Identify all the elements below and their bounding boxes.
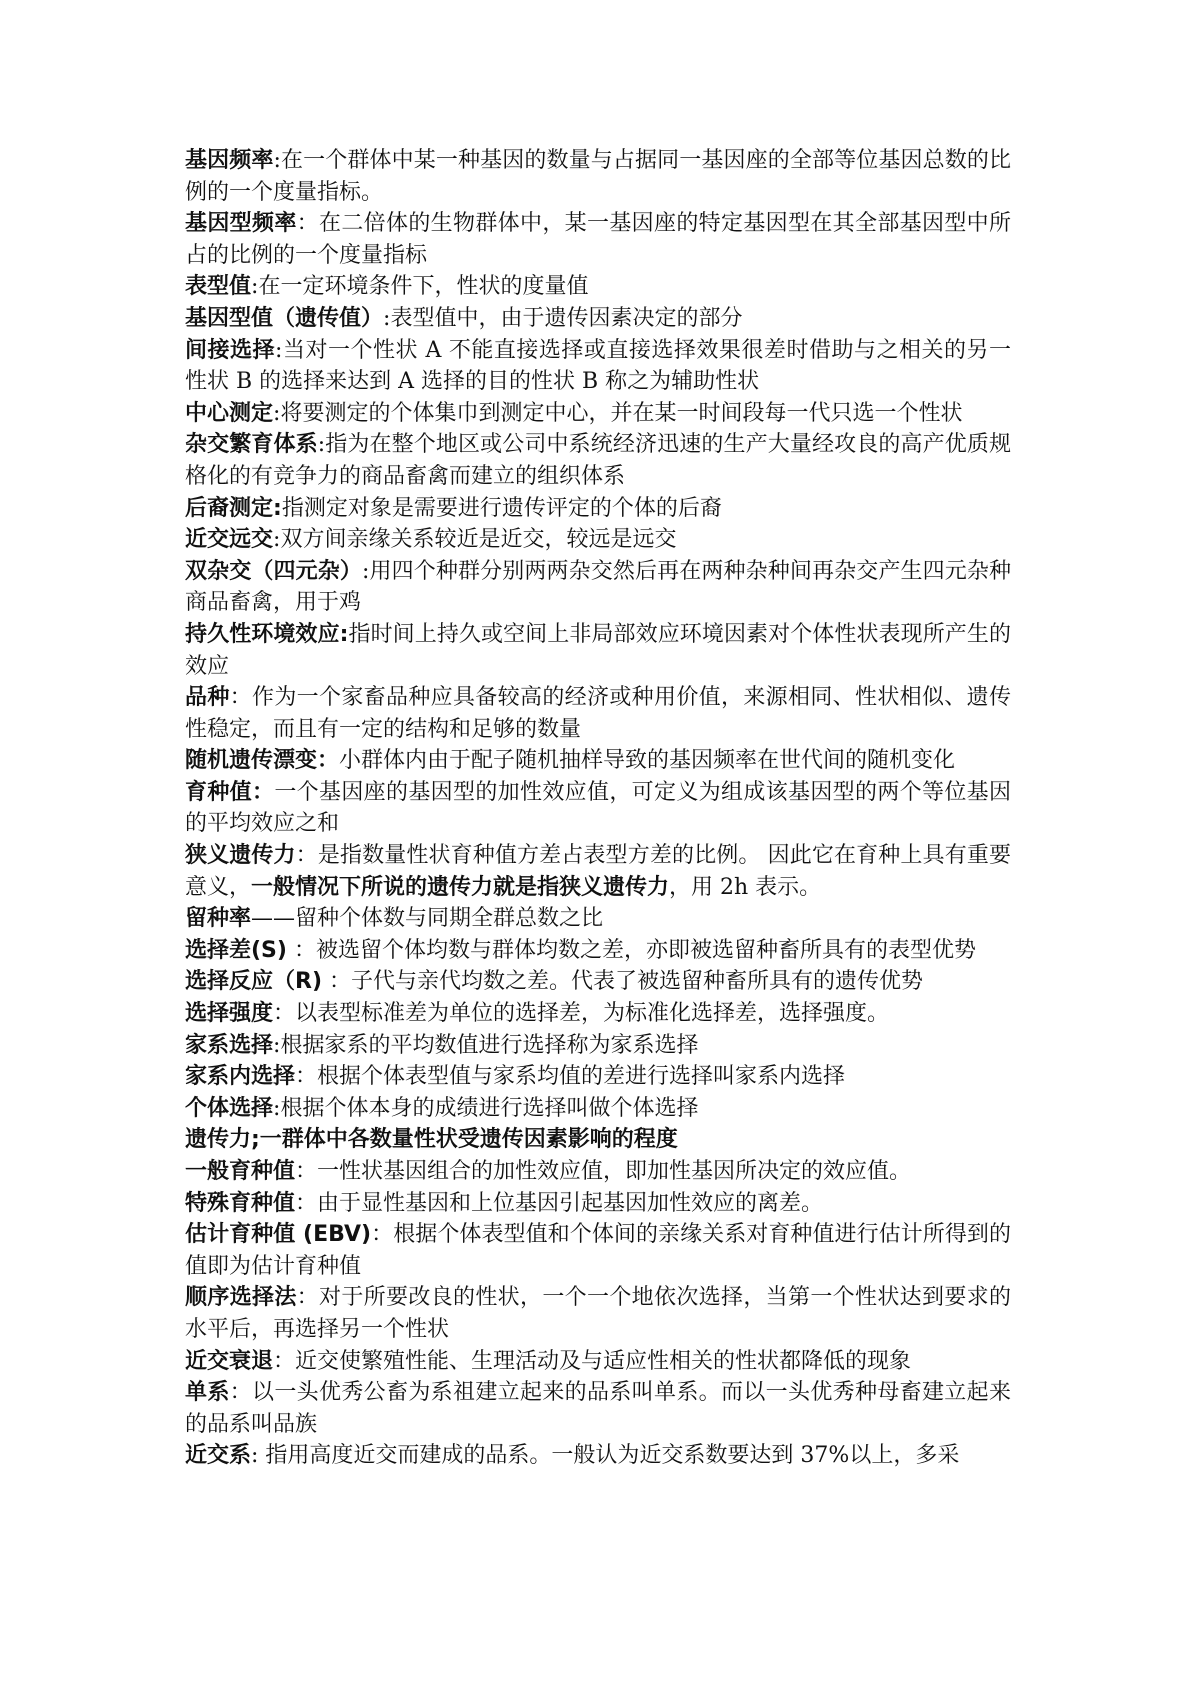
term: 特殊育种值 bbox=[185, 1190, 296, 1216]
term: 近交衰退 bbox=[185, 1348, 274, 1374]
glossary-entry: 选择差(S) ：被选留个体均数与群体均数之差，亦即被选留种畜所具有的表型优势 bbox=[185, 937, 976, 963]
definition: 作为一个家畜品种应具备较高的经济或种用价值，来源相同、性状相似、遗传性稳定，而且有一定的结构和足够的数量 bbox=[185, 685, 1011, 742]
term: 随机遗传漂变： bbox=[185, 748, 340, 774]
definition: 子代与亲代均数之差。代表了被选留种畜所具有的遗传优势 bbox=[351, 969, 924, 995]
term: 顺序选择法 bbox=[185, 1285, 297, 1311]
term: 品种 bbox=[185, 685, 230, 711]
glossary-entry: 基因频率:在一个群体中某一种基因的数量与占据同一基因座的全部等位基因总数的比例的一个度量指标。 bbox=[185, 148, 1011, 205]
glossary-entry: 一般育种值：一性状基因组合的加性效应值，即加性基因所决定的效应值。 bbox=[185, 1159, 912, 1184]
definition: ——留种个体数与同期全群总数之比 bbox=[251, 906, 604, 932]
term: 基因频率 bbox=[185, 148, 274, 173]
glossary-entry: 中心测定:将要测定的个体集巾到测定中心，并在某一时间段每一代只选一个性状 bbox=[185, 400, 963, 426]
glossary-entry: 个体选择:根据个体本身的成绩进行选择叫做个体选择 bbox=[185, 1095, 699, 1121]
definition: 根据个体表型值和个体间的亲缘关系对育种值进行估计所得到的值即为估计育种值 bbox=[185, 1222, 1011, 1279]
glossary-entry bbox=[185, 1124, 1011, 1156]
term: 双杂交（四元杂） bbox=[185, 558, 362, 584]
term: 家系选择 bbox=[185, 1032, 274, 1058]
glossary-entry bbox=[185, 777, 1011, 840]
glossary-entry: 双杂交（四元杂）:用四个种群分别两两杂交然后再在两种杂种间再杂交产生四元杂种商品畜禽，用于鸡 bbox=[185, 558, 1011, 616]
glossary-entry: 近交系: 指用高度近交而建成的品系。一般认为近交系数要达到 37%以上，多采 bbox=[185, 1443, 960, 1469]
glossary-entry: 品种：作为一个家畜品种应具备较高的经济或种用价值，来源相同、性状相似、遗传性稳定，而且有一定的结构和足够的数量 bbox=[185, 685, 1011, 742]
term: 选择差(S) bbox=[185, 937, 287, 963]
glossary-entry: 狭义遗传力：是指数量性状育种值方差占表型方差的比例。 因此它在育种上具有重要意义，一般情况下所说的遗传力就是指狭义遗传力，用 2h 表示。 bbox=[185, 843, 1011, 900]
glossary-entry bbox=[185, 619, 1011, 682]
definition: 指用高度近交而建成的品系。一般认为近交系数要达到 37%以上，多采 bbox=[265, 1443, 960, 1469]
term: 杂交繁育体系 bbox=[185, 432, 318, 458]
term: 单系 bbox=[185, 1380, 230, 1406]
glossary-entry: 间接选择:当对一个性状 A 不能直接选择或直接选择效果很差时借助与之相关的另一性状 B 的选择来达到 A 选择的目的性状 B 称之为辅助性状 bbox=[185, 337, 1011, 395]
definition: 指时间上持久或空间上非局部效应环境因素对个体性状表现所产生的效应 bbox=[185, 621, 1011, 679]
glossary-entry bbox=[185, 903, 1011, 935]
term: 后裔测定: bbox=[185, 495, 282, 521]
definition: 在二倍体的生物群体中，某一基因座的特定基因型在其全部基因型中所占的比例的一个度量指标 bbox=[185, 211, 1011, 268]
term: 持久性环境效应: bbox=[185, 621, 349, 647]
term: 选择强度 bbox=[185, 1001, 274, 1027]
term: 家系内选择 bbox=[185, 1064, 296, 1090]
term: 遗传力;一群体中各数量性状受遗传因素影响的程度 bbox=[185, 1127, 678, 1153]
term: 近交远交 bbox=[185, 527, 274, 553]
term: 选择反应（R) bbox=[185, 969, 322, 995]
definition: 根据个体本身的成绩进行选择叫做个体选择 bbox=[280, 1095, 699, 1121]
glossary-entry: 单系：以一头优秀公畜为系祖建立起来的品系叫单系。而以一头优秀种母畜建立起来的品系叫品族 bbox=[185, 1380, 1011, 1437]
definition: 在一个群体中某一种基因的数量与占据同一基因座的全部等位基因总数的比例的一个度量指标。 bbox=[185, 148, 1011, 205]
term: 一般育种值 bbox=[185, 1159, 296, 1184]
term: 基因型值（遗传值） bbox=[185, 305, 384, 331]
term: 间接选择 bbox=[185, 337, 276, 363]
definition: 以一头优秀公畜为系祖建立起来的品系叫单系。而以一头优秀种母畜建立起来的品系叫品族 bbox=[185, 1380, 1011, 1437]
glossary-entry: 表型值:在一定环境条件下，性状的度量值 bbox=[185, 274, 589, 300]
definition: 在一定环境条件下，性状的度量值 bbox=[258, 274, 589, 300]
definition: 指为在整个地区或公司中系统经济迅速的生产大量经攻良的高产优质规格化的有竞争力的商品畜禽而建立的组织体系 bbox=[185, 432, 1011, 489]
glossary-entry: 估计育种值 (EBV)：根据个体表型值和个体间的亲缘关系对育种值进行估计所得到的值即为估计育种值 bbox=[185, 1222, 1011, 1279]
definition: 用四个种群分别两两杂交然后再在两种杂种间再杂交产生四元杂种商品畜禽，用于鸡 bbox=[185, 558, 1011, 616]
emphasis-text: 一般情况下所说的遗传力就是指狭义遗传力 bbox=[251, 874, 670, 900]
glossary-entry: 基因型频率：在二倍体的生物群体中，某一基因座的特定基因型在其全部基因型中所占的比例的一个度量指标 bbox=[185, 211, 1011, 268]
glossary-entry bbox=[185, 493, 1011, 525]
term: 留种率 bbox=[185, 906, 252, 932]
definition: 根据个体表型值与家系均值的差进行选择叫家系内选择 bbox=[317, 1064, 846, 1090]
definition: 一个基因座的基因型的加性效应值，可定义为组成该基因型的两个等位基因的平均效应之和 bbox=[185, 779, 1011, 837]
glossary-entry: 选择强度：以表型标准差为单位的选择差，为标准化选择差，选择强度。 bbox=[185, 1001, 890, 1027]
glossary-entry: 基因型值（遗传值）:表型值中，由于遗传因素决定的部分 bbox=[185, 305, 743, 331]
glossary-entry: 顺序选择法：对于所要改良的性状，一个一个地依次选择，当第一个性状达到要求的水平后，再选择另一个性状 bbox=[185, 1285, 1011, 1342]
term: 近交系 bbox=[185, 1443, 252, 1469]
term: 基因型频率 bbox=[185, 211, 297, 237]
definition: 表型值中，由于遗传因素决定的部分 bbox=[390, 305, 743, 331]
definition: 近交使繁殖性能、生理活动及与适应性相关的性状都降低的现象 bbox=[295, 1348, 912, 1374]
term: 表型值 bbox=[185, 274, 252, 300]
definition: 指测定对象是需要进行遗传评定的个体的后裔 bbox=[281, 495, 722, 521]
definition: 小群体内由于配子随机抽样导致的基因频率在世代间的随机变化 bbox=[339, 748, 956, 774]
glossary-entry: 特殊育种值：由于显性基因和上位基因引起基因加性效应的离差。 bbox=[185, 1190, 824, 1216]
glossary-entry: 家系内选择：根据个体表型值与家系均值的差进行选择叫家系内选择 bbox=[185, 1064, 846, 1090]
term: 育种值： bbox=[185, 779, 275, 805]
glossary-entry: 选择反应（R) ：子代与亲代均数之差。代表了被选留种畜所具有的遗传优势 bbox=[185, 969, 924, 995]
glossary-entry: 家系选择:根据家系的平均数值进行选择称为家系选择 bbox=[185, 1032, 699, 1058]
term: 狭义遗传力 bbox=[185, 843, 296, 869]
definition: 双方间亲缘关系较近是近交，较远是远交 bbox=[280, 527, 677, 553]
definition: 根据家系的平均数值进行选择称为家系选择 bbox=[280, 1032, 699, 1058]
definition: 将要测定的个体集巾到测定中心，并在某一时间段每一代只选一个性状 bbox=[280, 400, 963, 426]
glossary-entry: 杂交繁育体系:指为在整个地区或公司中系统经济迅速的生产大量经攻良的高产优质规格化的有竞争力的商品畜禽而建立的组织体系 bbox=[185, 432, 1011, 489]
glossary-entry: 近交衰退：近交使繁殖性能、生理活动及与适应性相关的性状都降低的现象 bbox=[185, 1348, 912, 1374]
term: 估计育种值 (EBV) bbox=[185, 1222, 372, 1248]
definition: 当对一个性状 A 不能直接选择或直接选择效果很差时借助与之相关的另一性状 B 的选择来达到 A 选择的目的性状 B 称之为辅助性状 bbox=[185, 337, 1011, 395]
definition: 由于显性基因和上位基因引起基因加性效应的离差。 bbox=[317, 1190, 824, 1216]
document-page bbox=[185, 145, 1011, 1472]
definition: 是指数量性状育种值方差占表型方差的比例。 因此它在育种上具有重要意义， bbox=[185, 843, 1011, 900]
term: 个体选择 bbox=[185, 1095, 274, 1121]
glossary-entry: 近交远交:双方间亲缘关系较近是近交，较远是远交 bbox=[185, 527, 677, 553]
term: 中心测定 bbox=[185, 400, 274, 426]
definition: 以表型标准差为单位的选择差，为标准化选择差，选择强度。 bbox=[295, 1001, 890, 1027]
definition: 一性状基因组合的加性效应值，即加性基因所决定的效应值。 bbox=[317, 1159, 912, 1184]
definition-tail: ，用 2h 表示。 bbox=[669, 874, 822, 900]
glossary-entry bbox=[185, 745, 1011, 777]
definition: 对于所要改良的性状，一个一个地依次选择，当第一个性状达到要求的水平后，再选择另一个性状 bbox=[185, 1285, 1011, 1342]
definition: 被选留个体均数与群体均数之差，亦即被选留种畜所具有的表型优势 bbox=[315, 937, 976, 963]
